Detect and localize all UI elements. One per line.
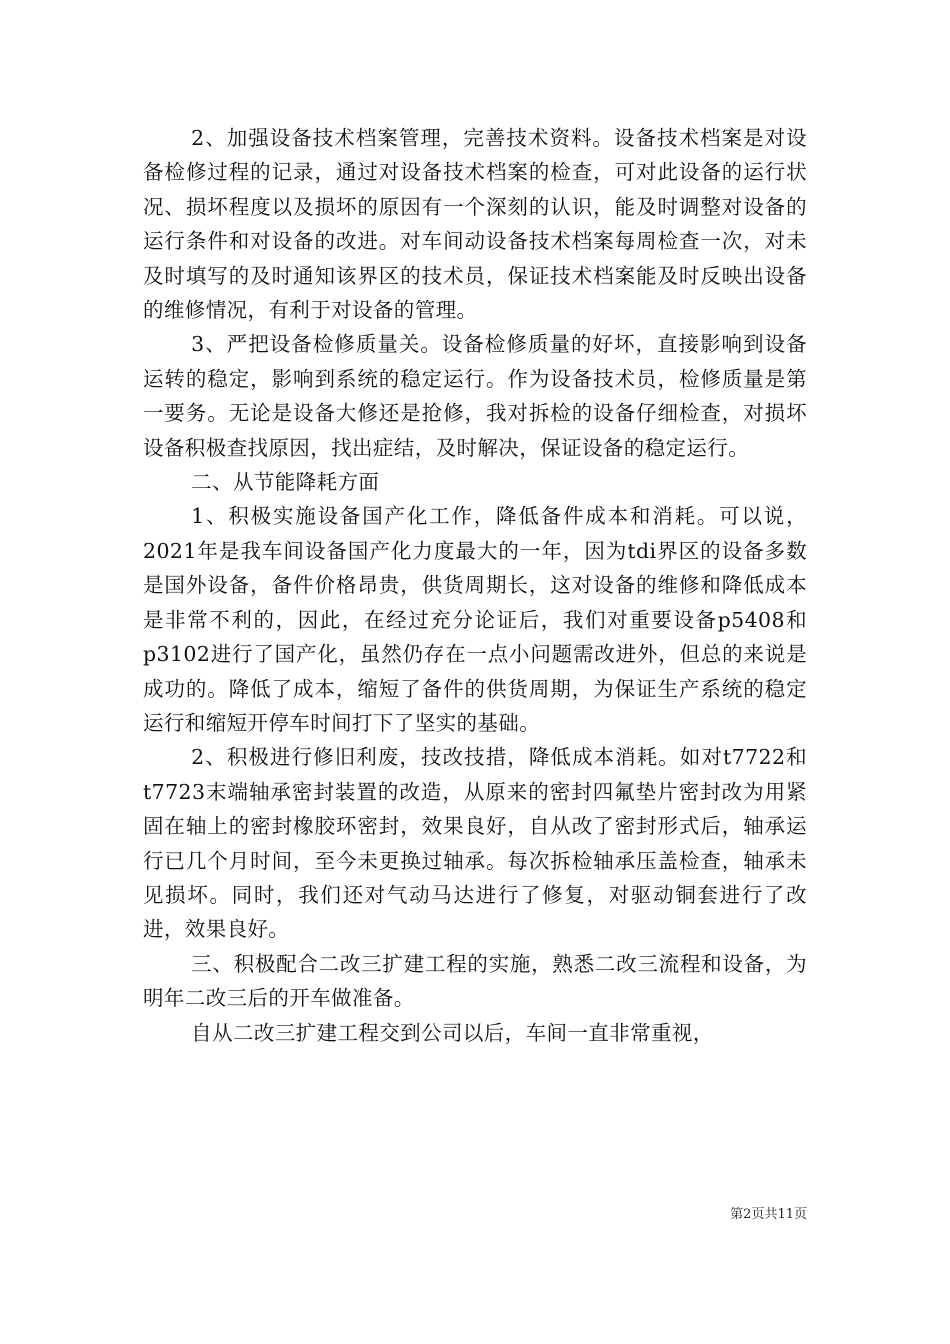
paragraph-expansion-intro: 自从二改三扩建工程交到公司以后，车间一直非常重视， bbox=[191, 1020, 714, 1045]
document-body bbox=[143, 121, 807, 1050]
paragraph-repair-reuse: 2、积极进行修旧利废，技改技措，降低成本消耗。如对t7722和t7723末端轴承密封装置的改造，从原来的密封四氟垫片密封改为用紧固在轴上的密封橡胶环密封，效果良好，自从改了密封形式后，轴承运行已几个月时间，至今未更换过轴承。每次拆检轴承压盖检查，轴承未见损坏。同时，我们还对气动马达进行了修复，对驱动铜套进行了改进，效果良好。 bbox=[143, 745, 807, 942]
paragraph-equipment-archives: 2、加强设备技术档案管理，完善技术资料。设备技术档案是对设备检修过程的记录，通过对设备技术档案的检查，可对此设备的运行状况、损坏程度以及损坏的原因有一个深刻的认识，能及时调整对设备的运行条件和对设备的改进。对车间动设备技术档案每周检查一次，对未及时填写的及时通知该界区的技术员，保证技术档案能及时反映出设备的维修情况，有利于对设备的管理。 bbox=[143, 126, 807, 323]
heading-energy-saving: 二、从节能降耗方面 bbox=[191, 470, 380, 495]
page-number: 第2页共11页 bbox=[730, 1207, 807, 1222]
paragraph-maintenance-quality: 3、严把设备检修质量关。设备检修质量的好坏，直接影响到设备运转的稳定，影响到系统的稳定运行。作为设备技术员，检修质量是第一要务。无论是设备大修还是抢修，我对拆检的设备仔细检查，对损坏设备积极查找原因，找出症结，及时解决，保证设备的稳定运行。 bbox=[143, 332, 807, 460]
paragraph-localization: 1、积极实施设备国产化工作，降低备件成本和消耗。可以说，2021年是我车间设备国产化力度最大的一年，因为tdi界区的设备多数是国外设备，备件价格昂贵，供货周期长，这对设备的维修和降低成本是非常不利的，因此，在经过充分论证后，我们对重要设备p5408和p3102进行了国产化，虽然仍存在一点小问题需改进外，但总的来说是成功的。降低了成本，缩短了备件的供货周期，为保证生产系统的稳定运行和缩短开停车时间打下了坚实的基础。 bbox=[143, 504, 807, 735]
heading-expansion-project: 三、积极配合二改三扩建工程的实施，熟悉二改三流程和设备，为明年二改三后的开车做准备。 bbox=[143, 951, 807, 1011]
